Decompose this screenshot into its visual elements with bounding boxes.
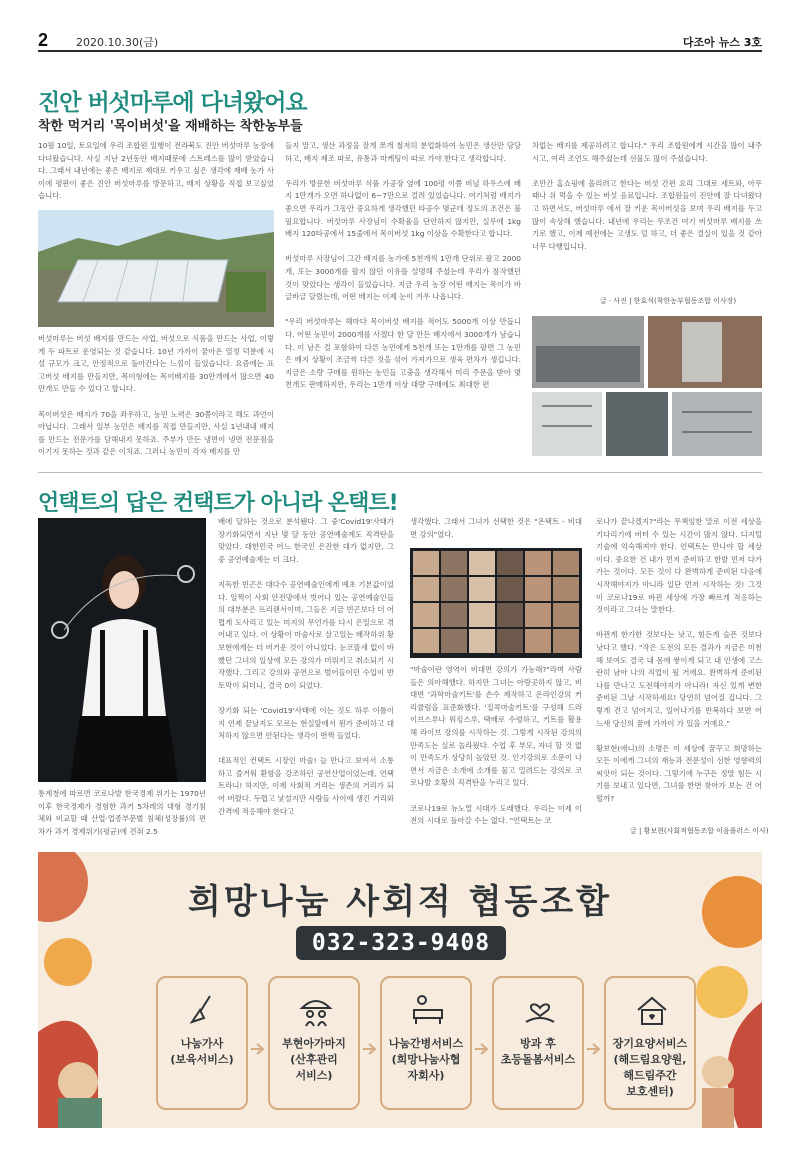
video-call-screenshot — [410, 548, 582, 658]
article2-column-4 — [596, 516, 762, 822]
video-tile — [553, 577, 579, 601]
service-label: 나눔간병서비스 (희망나눔사협 자회사) — [388, 1037, 464, 1082]
video-tile — [413, 629, 439, 653]
article2-paragraph: 로나가 끝나겠지?"라는 무책임한 말로 이전 세상을 기다리기에 버텨 수 있는 시간이 많지 않다. 디지털 기술에 익숙해져야 한다. 언택트는 만나야 할 세상이다. 중요한 건 내가 먼저 준비하고 한발 먼저 다가가는 것이다. 모든 것이 다 완벽하게 준비된 다음에 시작해야지가 아니라 일단 먼저 시작하는 것! 그것이 코로나19로 바뀐 세상에 가장 빠르게 적응하는 것이라고 그녀는 말한다. 바뀐게 한가한 것보다는 낫고, 힘든게 슬픈 것보다 낫다고 했다. "작은 도전의 모든 결과가 지금은 미천해 보여도 결국 내 몸에 쌓이게 되고 내 인생에 고스란히 남아 나의 직업이 될 거에요. 완벽하게 준비된 나를 만나고 도전해야지가 아니라! 자신 있게 변한 준비된 그날 시작하세요! 당연히 넘어질 겁니다. 그렇게 견고 넘어지고, 일어나기를 반복하다 보면 어느새 당신의 꿈에 가까이 가 있을 거에요." 황보현(애니)의 소명은 이 세상에 꿈꾸고 희망하는 모든 이에게 그녀의 재능과 전문성이 선한 영향력의 씨앗이 되는 것이다. 그렇기에 누구든 정말 힘든 시기를 보내고 있다면, 그녀를 한번 찾아가 보는 건 어떨까? — [596, 517, 762, 804]
video-tile — [553, 551, 579, 575]
video-tile — [469, 551, 495, 575]
article1-column-1b — [38, 333, 274, 461]
video-tile — [525, 551, 551, 575]
article1-paragraph: 10월 10일, 토요일에 우리 조합원 일행이 전라북도 진안 버섯마루 농장에 다녀왔습니다. 사실 지난 2년동안 배지때문에 스트레스를 많이 받았습니다. 그래서 내년에는 좋은 배지로 제대로 키우고 싶은 생각에 재배 농가 사이에 평판이 좋은 진안 버섯마루를 방문하고, 배지 상황을 직접 보고싶었습니다. — [38, 141, 274, 201]
service-label: 방과 후 초등돌봄서비스 — [500, 1037, 576, 1066]
article1-column-2 — [285, 140, 521, 460]
heart-hand-icon — [522, 992, 558, 1028]
article1-credit: 글 · 사진 | 한효석(착한농부협동조합 이사장) — [600, 297, 737, 305]
broom-icon — [186, 992, 222, 1028]
newsletter-name: 다조아 뉴스 3호 — [682, 36, 762, 49]
article2-column-2 — [218, 516, 394, 842]
factory-photos — [532, 316, 762, 456]
service-label: 나눔가사 (보육서비스) — [170, 1037, 234, 1066]
article2-paragraph: "마술이란 영역이 비대면 강의가 가능해?"라며 사람들은 의아해했다. 하지만 그녀는 아랑곳하지 않고, 비대면 '과학마술키트'를 손수 제작하고 온라인강의 커리큘럼을 표준화했다. '집콕마술키트'를 구성해 드라이브스루나 워킹스루, 택배로 수령하고, 키트를 활용해 라이브 강의를 시작하는 것. 그렇게 시작된 강의의 만족도는 실로 놀라웠다. 수업 후 부모, 자녀 할 것 없이 만족도가 상당히 높았던 것. 인기강의로 소문이 나면서 지금은 소개에 소개를 물고 밀려드는 강의로 코로나발 호황의 직격탄을 누리고 있다. 코로나19로 뉴노멀 시대가 도래했다. 우리는 이제 이전의 시대로 돌아갈 수는 없다. "언택트는 코 — [410, 665, 582, 826]
article2-column-3b — [410, 664, 582, 840]
care-giver-icon — [410, 992, 446, 1028]
article1-paragraph: 차없는 배지를 제공하려고 합니다." 우리 조합원에게 시간을 많이 내주시고, 여러 조언도 해주셨는데 선물도 많이 주셨습니다. 조만간 홈쇼핑에 올리려고 한다는 버섯 간편 요리 그대로 세트와, 아무 때나 쉬 먹을 수 있는 버섯 음료입니다. 조합원들이 진안에 잘 다녀왔다고 하면서도, 버섯마루 에서 잘 키운 목이버섯을 보며 우리 배지를 두고 많이 속상해 했습니다. 내년에 우리는 무조건 여기 버섯마루 배지를 쓰기로 했고, 이제 예전에는 고생도 덜 하고, 더 좋은 결실이 있을 것 같아 너무 다행입니다. — [532, 141, 762, 251]
article1-paragraph: 들지 말고, 생산 과정을 잘게 쪼개 철저히 분업화하여 농민은 생산만 담당하고, 배지 제조 따로, 유통과 마케팅이 따로 가야 한다고 생각합니다. 우리가 방문한 버섯마루 식품 가공장 옆에 100평 이쯤 비닐 하우스에 배지 1만개가 오면 하나없이 6~7만으로 걸려 있었습니다. 여기처럼 배지가 좋으면 우리가 그동안 중요하게 생각했던 타공수 몇군데 정도의 조건은 불필요합니다. 버섯마루 사장님이 수확율을 단언하지 않지만, 실무에 1kg 배지 120타공에서 15줄에서 목이버섯 1kg 이상을 수확한다고 합니다. 버섯마루 사장님이 그간 배지를 농가에 5천개씩 1만개 단위로 팔고 2000개, 또는 3000개를 팔지 않던 이유를 설명해 주셨는데 우리가 잠작했던 것이 맞았다는 생각이 들었습니다. 지금 우리 농장 어떤 배지는 목이가 바글바글 달렸는데, 어떤 배지는 이제 눈이 겨우 나옵니다. "우리 버섯마루는 해마다 목이버섯 배지를 적어도 5000개 이상 만듭니다. 어떤 농민이 2000개를 사겠다 한 달 만든 배지에서 3000개가 남습니다. 이 남은 걸 포함하여 다른 농민에게 5천개 또는 1만개를 팔면 그 농민은 배지 상황이 조금씩 다른 것을 섞어 가져가므로 생육 편차가 생깁니다. 지금은 소량 구매를 원하는 농민들 고충을 생각해서 미리 주문을 받아 몇 천개도 판매하지만, 우리는 1만개 이상 대량 구매에도 최대한 편 — [285, 141, 521, 390]
video-tile — [441, 577, 467, 601]
video-tile — [497, 629, 523, 653]
video-tile — [553, 629, 579, 653]
arrow-right-icon — [251, 1040, 265, 1052]
video-tile — [469, 603, 495, 627]
service-label: 부현아가마지 (산후관리 서비스) — [282, 1037, 346, 1082]
article2-paragraph: 통계청에 따르면 코로나발 한국경제 위기는 1970년 이후 한국경제가 경험한 과거 5차례의 대형 경기침체와 비교할 때 산업·업종부문별 침체(성장률)의 편차가 과거 경제위기(평균)에 견줘 2.5 — [38, 789, 206, 836]
video-tile — [441, 629, 467, 653]
banner-title: 희망나눔 사회적 협동조합 — [188, 882, 612, 922]
video-tile — [525, 603, 551, 627]
service-box-afterschool[interactable] — [492, 976, 584, 1110]
arrow-right-icon — [587, 1040, 601, 1052]
arrow-right-icon — [363, 1040, 377, 1052]
video-tile — [413, 551, 439, 575]
ad-banner — [38, 852, 762, 1128]
video-tile — [525, 629, 551, 653]
article2-paragraph: 배에 달하는 것으로 분석됐다. 그 중'Covid19'사태가 장기화되면서 지난 몇 달 동안 공연예술계도 직격탄을 맞았다. 대한민국 어느 한국인 은잔한 대가 없지만, 그 중 공연예술계는 더 크다. 지독한 빈곤은 대다수 공연예술인에게 예초 기본값이었다. 일찍이 사회 안전망에서 벗어나 있는 공연예술인들의 대부분은 프리랜서이며, 그들은 지금 빈곤보다 더 어렵게 도사리고 있는 미지의 무언가를 다시 은밀으로 겪어내고 있다. 이 상황이 마술사로 살고있는 배작하위 황보현에게는 더 버거운 것이 아니었다. 눈코뜰새 없이 바빴던 그녀의 일상에 모든 강의가 미뤄지고 취소되기 시작했다. 그리고 강의와 공연으로 벌어들이던 수입이 반토막이 되더니, 결국 0이 되었다. 장기화 되는 'Covid19'사태에 이는 것도 하루 이틀이지 언제 끝날지도 모르는 현실앞에서 뭔가 준비하고 대처하지 않으면 안된다는 생각이 번쩍 들었다. 대표적인 컨택트 시장인 마술! 늘 만나고 보여서 소통하고 즐거워 환함을 강조하던 공연산업이었는데, 언택트라니! 하지만, 이제 사회적 거리는 생존의 거리가 되어 버렸다. 두렵고 낯설지만 사람들 사이에 생긴 거리와 간격에 적응해야 한다고 — [218, 517, 394, 816]
service-label: 장기요양서비스 (해드림요양원, 해드림주간 보호센터) — [612, 1037, 688, 1098]
article1-paragraph: 버섯마루는 버섯 배지를 만드는 사업, 버섯으로 식품을 만드는 사업, 이렇게 두 파트로 운영되는 것 같습니다. 10년 가까이 꿈아온 열정 덕분에 시설 규모가 크고, 안정적으로 돌아간다는 느낌이 들었습니다. 요즘에는 표고버섯 배지를 만들지만, 목이형에는 목이배지를 30만개에서 많으면 40만개도 만들 수 있다고 합니다. 목이버섯은 배지가 70을 좌우하고, 농민 노력은 30쯤이라고 해도 과언이 아닙니다. 그래서 일부 농민은 배지를 직접 만들지만, 사실 1년내내 배지를 만드는 전문가를 담해내지 못하죠. 주부가 만든 냉면이 냉면 전문점을 이기지 못하는 것과 같은 이치죠. 그러니 농민이 각자 배지를 만 — [38, 334, 274, 457]
service-box-postnatal[interactable] — [268, 976, 360, 1110]
video-tile — [441, 603, 467, 627]
article1-column-1a — [38, 140, 274, 204]
page-header — [38, 30, 762, 52]
banner-phone[interactable]: 032-323-9408 — [296, 926, 506, 960]
service-box-housework[interactable] — [156, 976, 248, 1110]
article2-credit: 글 | 황보현(사회적협동조합 이음플러스 이사) — [630, 827, 769, 835]
article1-title: 진안 버섯마루에 다녀왔어요 — [38, 90, 307, 116]
video-tile — [441, 551, 467, 575]
video-tile — [553, 603, 579, 627]
video-tile — [413, 577, 439, 601]
service-box-longterm-care[interactable] — [604, 976, 696, 1110]
page-number: 2 — [38, 30, 49, 50]
video-tile — [413, 603, 439, 627]
video-tile — [525, 577, 551, 601]
family-umbrella-icon — [298, 992, 334, 1028]
magician-photo — [38, 518, 206, 782]
section-divider — [38, 472, 762, 473]
article2-column-3a — [410, 516, 582, 546]
article1-column-3 — [532, 140, 762, 260]
video-tile — [497, 603, 523, 627]
article1-subtitle: 착한 먹거리 '목이버섯'을 재배하는 착한농부들 — [38, 119, 303, 134]
article2-title: 언택트의 답은 컨택트가 아니라 온택트! — [38, 491, 398, 516]
service-box-caregiving[interactable] — [380, 976, 472, 1110]
video-tile — [497, 551, 523, 575]
video-tile — [497, 577, 523, 601]
house-icon — [634, 992, 670, 1028]
article2-paragraph: 생각했다. 그래서 그녀가 선택한 것은 "온택트 - 비대면 강의"였다. — [410, 517, 582, 539]
video-tile — [469, 577, 495, 601]
article2-column-1 — [38, 788, 206, 840]
greenhouse-photo — [38, 210, 274, 327]
video-tile — [469, 629, 495, 653]
issue-date: 2020.10.30(금) — [76, 36, 159, 49]
arrow-right-icon — [475, 1040, 489, 1052]
